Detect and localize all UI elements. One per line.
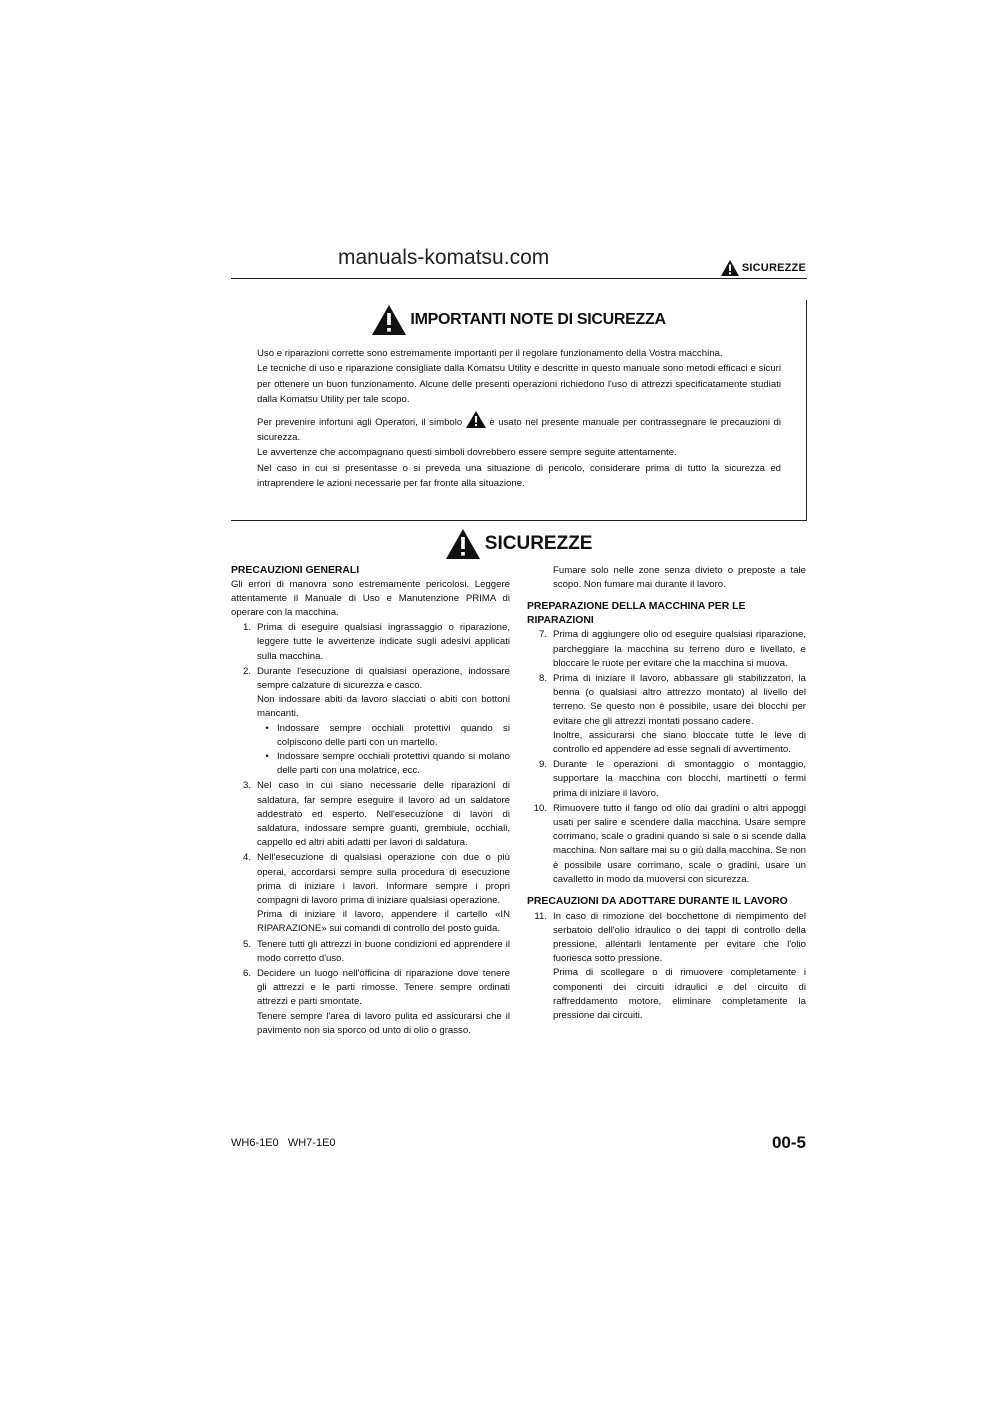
item-text: Tenere sempre l'area di lavoro pulita ed assicurarsi che il pavimento non sia sporco od unto di olio o grasso. (257, 1010, 510, 1036)
item-number: 8. (538, 673, 547, 685)
item-number-spacer (527, 564, 553, 592)
warning-triangle-icon (446, 529, 480, 559)
item-number: 10. (533, 802, 547, 814)
left-column (231, 564, 510, 1038)
item-number: 4. (242, 852, 251, 864)
important-p3-start: Per prevenire infortuni agli Operatori, il simbolo (257, 416, 463, 428)
important-notes-title-text: IMPORTANTI NOTE DI SICUREZZA (410, 311, 666, 328)
item-text: Tenere tutti gli attrezzi in buone condizioni ed apprendere il modo corretto d'uso. (257, 938, 510, 964)
item-text: Prima di aggiungere olio od eseguire qualsiasi riparazione, parcheggiare la macchina su terreno duro e livellato, e bloccare le ruote per evitare che la macchina si muova. (553, 629, 806, 669)
warning-triangle-icon (372, 305, 406, 335)
bullet-item (257, 722, 510, 750)
list-item (527, 910, 806, 1024)
bullet-text: Indossare sempre occhiali protettivi quando si colpiscono delle parti con un martello. (277, 722, 510, 748)
work-precautions-heading: PRECAUZIONI DA ADOTTARE DURANTE IL LAVORO (527, 896, 788, 908)
item-text: Rimuovere tutto il fango od olio dai gradini o altri appoggi usati per salire e scendere dalla macchina. Usare sempre corrimano, scale o gradini quando si sale o si scende dalla macchina. Non saltare mai su o giù dalla macchina. Se non è possibile usare corrimano, scale o gradini, usare un cavalletto in modo da muoversi con sicurezza. (553, 802, 806, 885)
preparation-heading: PREPARAZIONE DELLA MACCHINA PER LE RIPARAZIONI (527, 601, 746, 626)
list-item (231, 851, 510, 936)
important-p3-end: è usato nel presente manuale per contrassegnare le precauzioni di sicurezza. (257, 416, 781, 444)
header-rule (231, 278, 807, 279)
page-number: 00-5 (771, 1133, 806, 1152)
list-item (231, 938, 510, 966)
item-text: In caso di rimozione del bocchettone di riempimento del serbatoio dell'olio idraulico o dei tappi di controllo della pressione, allentarli lentamente per evitare che l'olio fuoriesca sotto pressione. (553, 910, 806, 965)
header-section-text: SICUREZZE (741, 261, 806, 274)
right-column (527, 564, 806, 1023)
safety-section-title-text: SICUREZZE (484, 533, 593, 554)
general-precautions-heading: PRECAUZIONI GENERALI (231, 565, 360, 576)
bullet-text: Indossare sempre occhiali protettivi quando si molano delle parti con una molatrice, ecc. (277, 750, 510, 777)
item-text: Prima di iniziare il lavoro, appendere il cartello «IN RIPARAZIONE» sui comandi di controllo del posto guida. (257, 909, 510, 935)
important-p2: Le tecniche di uso e riparazione consigliate dalla Komatsu Utility e descritte in questo manuale sono metodi efficaci e sicuri per ottenere un buon funzionamento. Alcune delle presenti operazioni richiedono l'uso di attrezzi specificatamente studiati dalla Komatsu Utility per tale scopo. (257, 363, 781, 406)
list-item (231, 665, 510, 779)
footer-models: WH6-1E0 WH7-1E0 (231, 1137, 336, 1149)
item-text: Inoltre, assicurarsi che siano bloccate tutte le leve di controllo ed appendere ad esse segnali di avvertimento. (553, 729, 806, 756)
list-item (231, 967, 510, 1038)
list-item (527, 758, 806, 801)
item-text: Prima di eseguire qualsiasi ingrassaggio o riparazione, leggere tutte le avvertenze indicate sugli adesivi applicati sulla macchina. (257, 622, 510, 662)
item-number: 5. (242, 938, 251, 950)
important-notes-title (231, 305, 807, 335)
item-text: Non indossare abiti da lavoro slacciati o abiti con bottoni mancanti. (257, 694, 510, 720)
item-number: 9. (538, 759, 547, 771)
watermark-text: manuals-komatsu.com (338, 246, 550, 269)
important-p5: Nel caso in cui si presentasse o si preveda una situazione di pericolo, considerare prima di tutto la sicurezza ed intraprendere le azioni necessarie per far fronte alla situazione. (257, 462, 781, 490)
item-number: 3. (242, 780, 251, 792)
item-text: Fumare solo nelle zone senza divieto o preposte a tale scopo. Non fumare mai durante il lavoro. (553, 565, 806, 591)
list-item (231, 621, 510, 664)
list-item (527, 628, 806, 671)
item-text: Nell'esecuzione di qualsiasi operazione con due o più operai, accordarsi sempre sulla procedura di esecuzione prima di iniziare i lavori. Informare sempre i propri compagni di lavoro prima di iniziare qualsiasi operazione. (257, 852, 510, 906)
item-number: 7. (538, 629, 547, 641)
warning-triangle-icon (466, 411, 486, 428)
bullet-mark: • (265, 750, 269, 762)
bullet-mark: • (265, 722, 269, 734)
item-text: Prima di iniziare il lavoro, abbassare gli stabilizzatori, la benna (o qualsiasi altro attrezzo montato) al livello del terreno. Se questo non è possibile, usare dei blocchi per evitare che gli attrezzi montati possano cadere. (553, 673, 806, 727)
important-p3 (257, 411, 781, 446)
important-notes-text (257, 346, 781, 492)
list-item (527, 802, 806, 887)
list-item-continued (527, 564, 806, 592)
item-text: Durante l'esecuzione di qualsiasi operazione, indossare sempre calzature di sicurezza e casco. (257, 665, 510, 691)
item-number: 6. (242, 967, 251, 979)
item-text: Prima di scollegare o di rimuovere completamente i componenti dei circuiti idraulici e del circuito di raffreddamento motore, eliminare completamente la pressione dai circuiti. (553, 967, 806, 1021)
list-item (231, 779, 510, 850)
item-text: Decidere un luogo nell'officina di riparazione dove tenere gli attrezzi e le parti rimosse. Tenere sempre ordinati attrezzi e parti smontate. (257, 967, 510, 1008)
list-item (527, 672, 806, 757)
safety-section-title (231, 529, 807, 559)
important-p1: Uso e riparazioni corrette sono estremamente importanti per il regolare funzionamento della Vostra macchina. (257, 348, 723, 359)
warning-triangle-icon (721, 260, 739, 276)
header-section-label (721, 260, 806, 276)
important-p4: Le avvertenze che accompagnano questi simboli dovrebbero essere sempre seguite attentamente. (257, 447, 677, 459)
item-text: Nel caso in cui siano necessarie delle riparazioni di saldatura, far sempre eseguire il lavoro ad un saldatore addestrato ed esperto. Nell'esecuzione di lavori di saldatura, indossare sempre guanti, grembiule, occhiali, cappello ed altri abiti adatti per lavori di saldatura. (257, 780, 510, 849)
item-number: 2. (242, 665, 251, 677)
item-number: 11. (534, 910, 547, 922)
item-text: Durante le operazioni di smontaggio o montaggio, supportare la macchina con blocchi, martinetti o fermi prima di iniziare il lavoro. (553, 759, 806, 799)
item-number: 1. (242, 622, 251, 634)
general-precautions-intro: Gli errori di manovra sono estremamente pericolosi. Leggere attentamente il Manuale di Uso e Manutenzione PRIMA di operare con la macchina. (231, 578, 510, 618)
bullet-item (257, 750, 510, 778)
